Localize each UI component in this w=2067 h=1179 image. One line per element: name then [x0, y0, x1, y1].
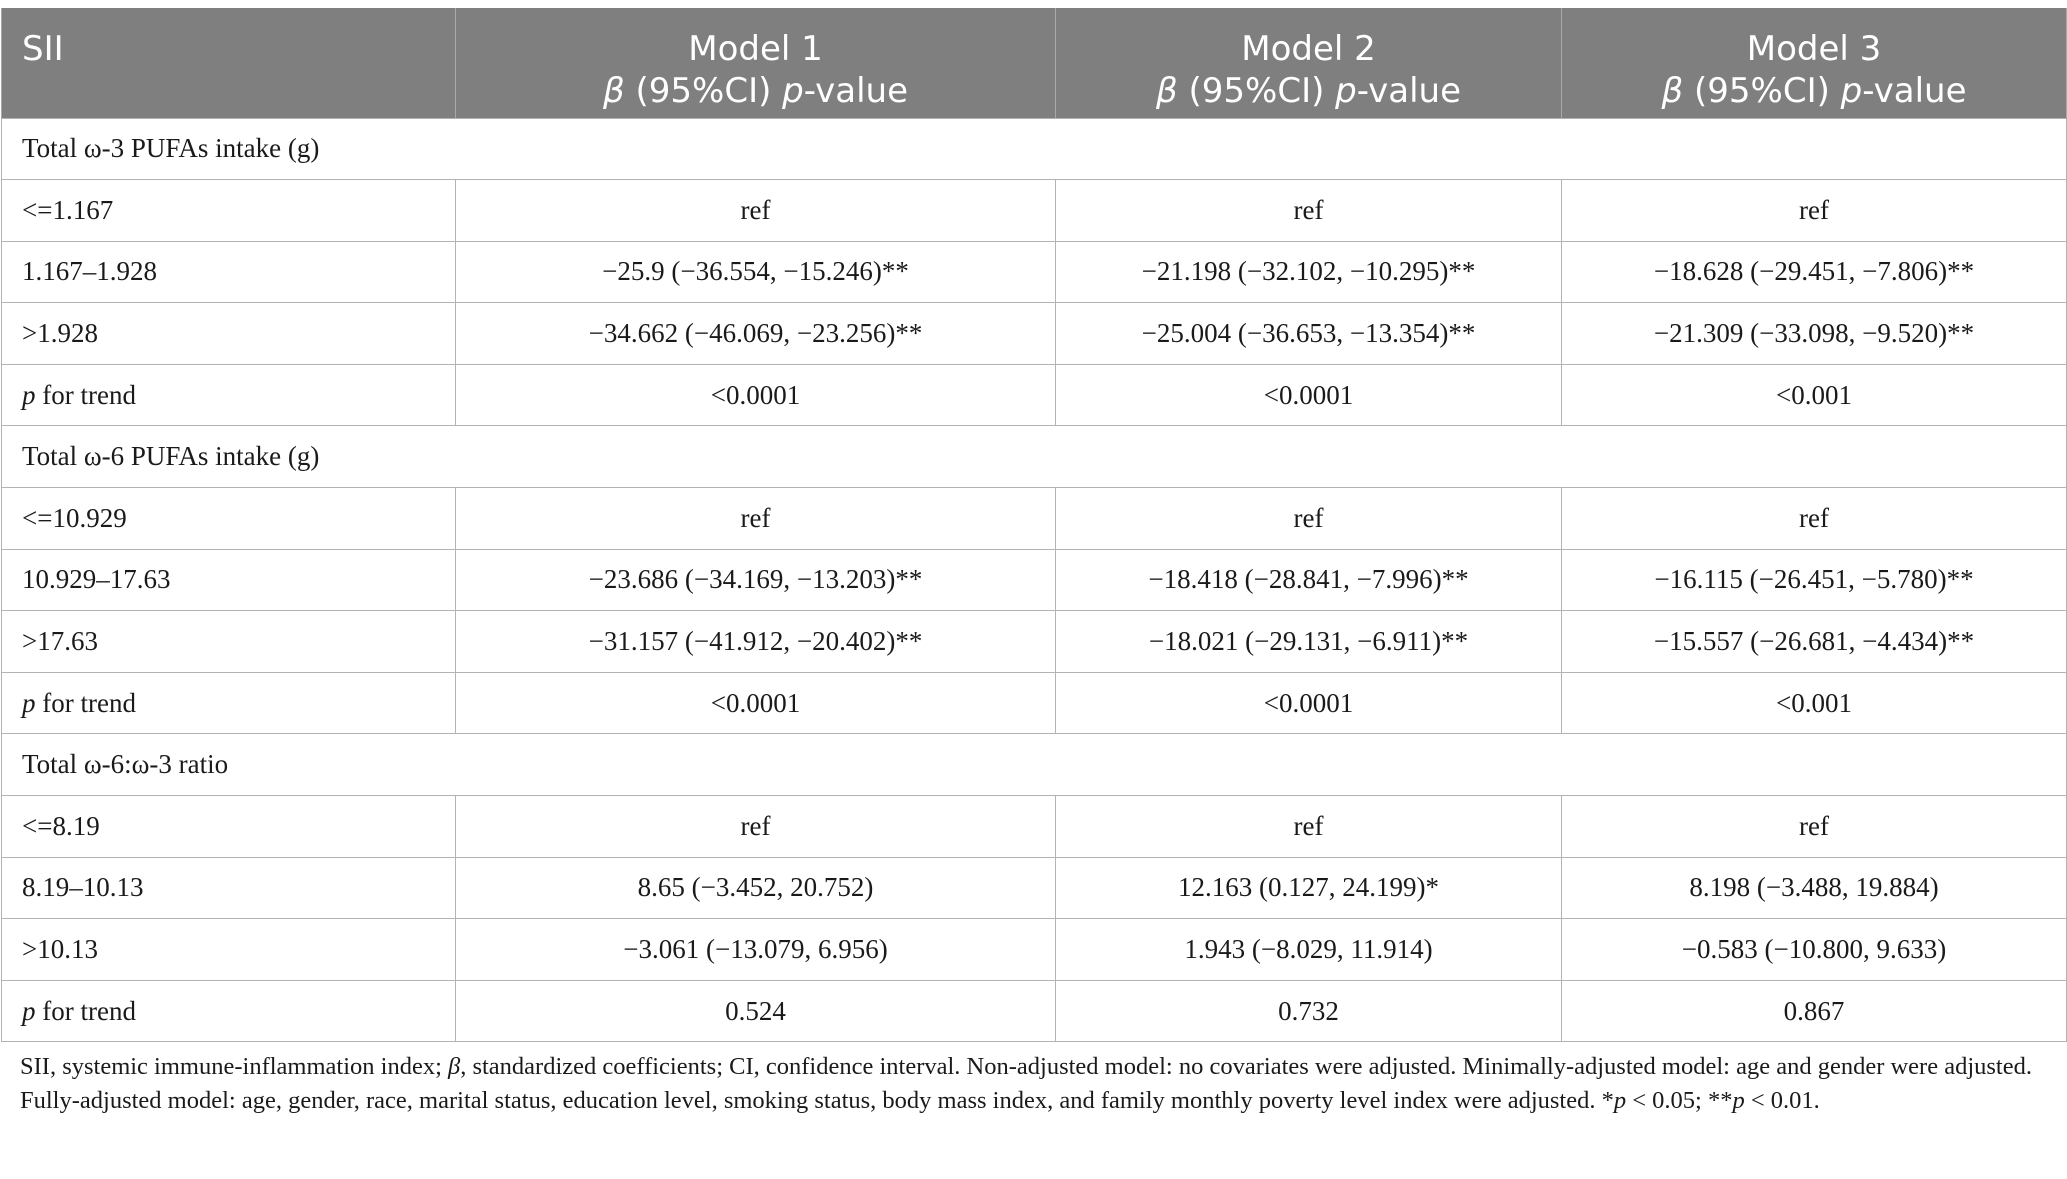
cell-model-1: ref — [456, 796, 1056, 858]
beta-symbol: β — [1661, 71, 1684, 111]
table-footnote — [20, 1050, 2050, 1118]
row-label: 10.929–17.63 — [2, 549, 456, 611]
cell-model-1: −31.157 (−41.912, −20.402)** — [456, 611, 1056, 673]
row-label: 8.19–10.13 — [2, 857, 456, 919]
row-label: 1.167–1.928 — [2, 241, 456, 303]
value-label: -value — [1356, 71, 1461, 111]
cell-model-1: −25.9 (−36.554, −15.246)** — [456, 241, 1056, 303]
p-symbol: p — [22, 995, 36, 1026]
trend-text: for trend — [35, 687, 136, 718]
footnote-text: < 0.01. — [1744, 1087, 1820, 1114]
p-symbol: p — [1840, 71, 1863, 111]
cell-model-3: <0.001 — [1562, 672, 2067, 734]
trend-label — [2, 672, 456, 734]
p-symbol: p — [782, 71, 804, 111]
p-symbol: p — [1335, 71, 1357, 111]
section-row — [2, 426, 2067, 488]
trend-text: for trend — [35, 995, 136, 1026]
ci-label: (95%CI) — [624, 71, 783, 111]
cell-model-2: −18.021 (−29.131, −6.911)** — [1056, 611, 1562, 673]
cell-model-2: −25.004 (−36.653, −13.354)** — [1056, 303, 1562, 365]
cell-model-3: <0.001 — [1562, 364, 2067, 426]
row-label: >1.928 — [2, 303, 456, 365]
cell-model-3: 0.867 — [1562, 980, 2067, 1042]
table-row — [2, 488, 2067, 550]
p-symbol: p — [1613, 1087, 1627, 1114]
cell-model-3: −0.583 (−10.800, 9.633) — [1562, 919, 2067, 981]
cell-model-1: −23.686 (−34.169, −13.203)** — [456, 549, 1056, 611]
table-row — [2, 919, 2067, 981]
section-title: Total ω-3 PUFAs intake (g) — [2, 118, 2067, 180]
section-row — [2, 118, 2067, 180]
cell-model-2: 0.732 — [1056, 980, 1562, 1042]
cell-model-3: −21.309 (−33.098, −9.520)** — [1562, 303, 2067, 365]
cell-model-3: −15.557 (−26.681, −4.434)** — [1562, 611, 2067, 673]
trend-row — [2, 980, 2067, 1042]
table-row — [2, 303, 2067, 365]
beta-symbol: β — [602, 71, 625, 111]
table-row — [2, 241, 2067, 303]
header-model-1 — [456, 8, 1056, 118]
trend-label — [2, 980, 456, 1042]
table-row — [2, 796, 2067, 858]
cell-model-1: ref — [456, 180, 1056, 242]
cell-model-2: 1.943 (−8.029, 11.914) — [1056, 919, 1562, 981]
cell-model-2: <0.0001 — [1056, 672, 1562, 734]
cell-model-3: 8.198 (−3.488, 19.884) — [1562, 857, 2067, 919]
cell-model-2: ref — [1056, 180, 1562, 242]
table-row — [2, 180, 2067, 242]
ci-label: (95%CI) — [1683, 71, 1841, 111]
p-symbol: p — [1732, 1087, 1745, 1114]
row-label: <=10.929 — [2, 488, 456, 550]
model-name: Model 1 — [688, 29, 823, 69]
p-symbol: p — [22, 379, 36, 410]
cell-model-1: <0.0001 — [456, 672, 1056, 734]
row-label: <=8.19 — [2, 796, 456, 858]
cell-model-2: −18.418 (−28.841, −7.996)** — [1056, 549, 1562, 611]
results-table-container — [0, 8, 2067, 1042]
beta-symbol: β — [1155, 71, 1178, 111]
footnote-text: SII, systemic immune-inflammation index; — [20, 1053, 448, 1080]
trend-text: for trend — [35, 379, 136, 410]
model-name: Model 2 — [1241, 29, 1376, 69]
section-title: Total ω-6:ω-3 ratio — [2, 734, 2067, 796]
cell-model-1: −3.061 (−13.079, 6.956) — [456, 919, 1056, 981]
cell-model-1: 8.65 (−3.452, 20.752) — [456, 857, 1056, 919]
cell-model-1: ref — [456, 488, 1056, 550]
cell-model-2: <0.0001 — [1056, 364, 1562, 426]
cell-model-2: ref — [1056, 796, 1562, 858]
model-name: Model 3 — [1746, 29, 1882, 69]
cell-model-2: 12.163 (0.127, 24.199)* — [1056, 857, 1562, 919]
row-label: >17.63 — [2, 611, 456, 673]
section-row — [2, 734, 2067, 796]
cell-model-2: ref — [1056, 488, 1562, 550]
footnote-text: , standardized coefficients; CI, confidence interval. Non-adjusted model: no covariates were adjusted. Minimally-adjusted model: age and gender were adjusted. Fully-adjusted model: age, gender, race, marital status, education level, smoking status, body mass index, and family monthly poverty level index were adjusted. * — [20, 1053, 2032, 1114]
footnote-text: < 0.05; ** — [1626, 1087, 1733, 1114]
results-table — [1, 8, 2067, 1042]
trend-row — [2, 672, 2067, 734]
p-symbol: p — [22, 687, 36, 718]
table-row — [2, 611, 2067, 673]
ci-label: (95%CI) — [1177, 71, 1336, 111]
table-row — [2, 857, 2067, 919]
section-title: Total ω-6 PUFAs intake (g) — [2, 426, 2067, 488]
cell-model-2: −21.198 (−32.102, −10.295)** — [1056, 241, 1562, 303]
cell-model-1: <0.0001 — [456, 364, 1056, 426]
cell-model-3: ref — [1562, 488, 2067, 550]
cell-model-3: −18.628 (−29.451, −7.806)** — [1562, 241, 2067, 303]
header-model-2 — [1056, 8, 1562, 118]
cell-model-3: −16.115 (−26.451, −5.780)** — [1562, 549, 2067, 611]
value-label: -value — [1862, 71, 1967, 111]
header-model-3 — [1562, 8, 2067, 118]
header-row — [2, 8, 2067, 118]
cell-model-1: 0.524 — [456, 980, 1056, 1042]
trend-label — [2, 364, 456, 426]
table-row — [2, 549, 2067, 611]
cell-model-3: ref — [1562, 796, 2067, 858]
cell-model-1: −34.662 (−46.069, −23.256)** — [456, 303, 1056, 365]
header-sii: SII — [2, 8, 456, 118]
value-label: -value — [803, 71, 908, 111]
beta-symbol: β — [448, 1053, 461, 1080]
row-label: >10.13 — [2, 919, 456, 981]
row-label: <=1.167 — [2, 180, 456, 242]
cell-model-3: ref — [1562, 180, 2067, 242]
trend-row — [2, 364, 2067, 426]
